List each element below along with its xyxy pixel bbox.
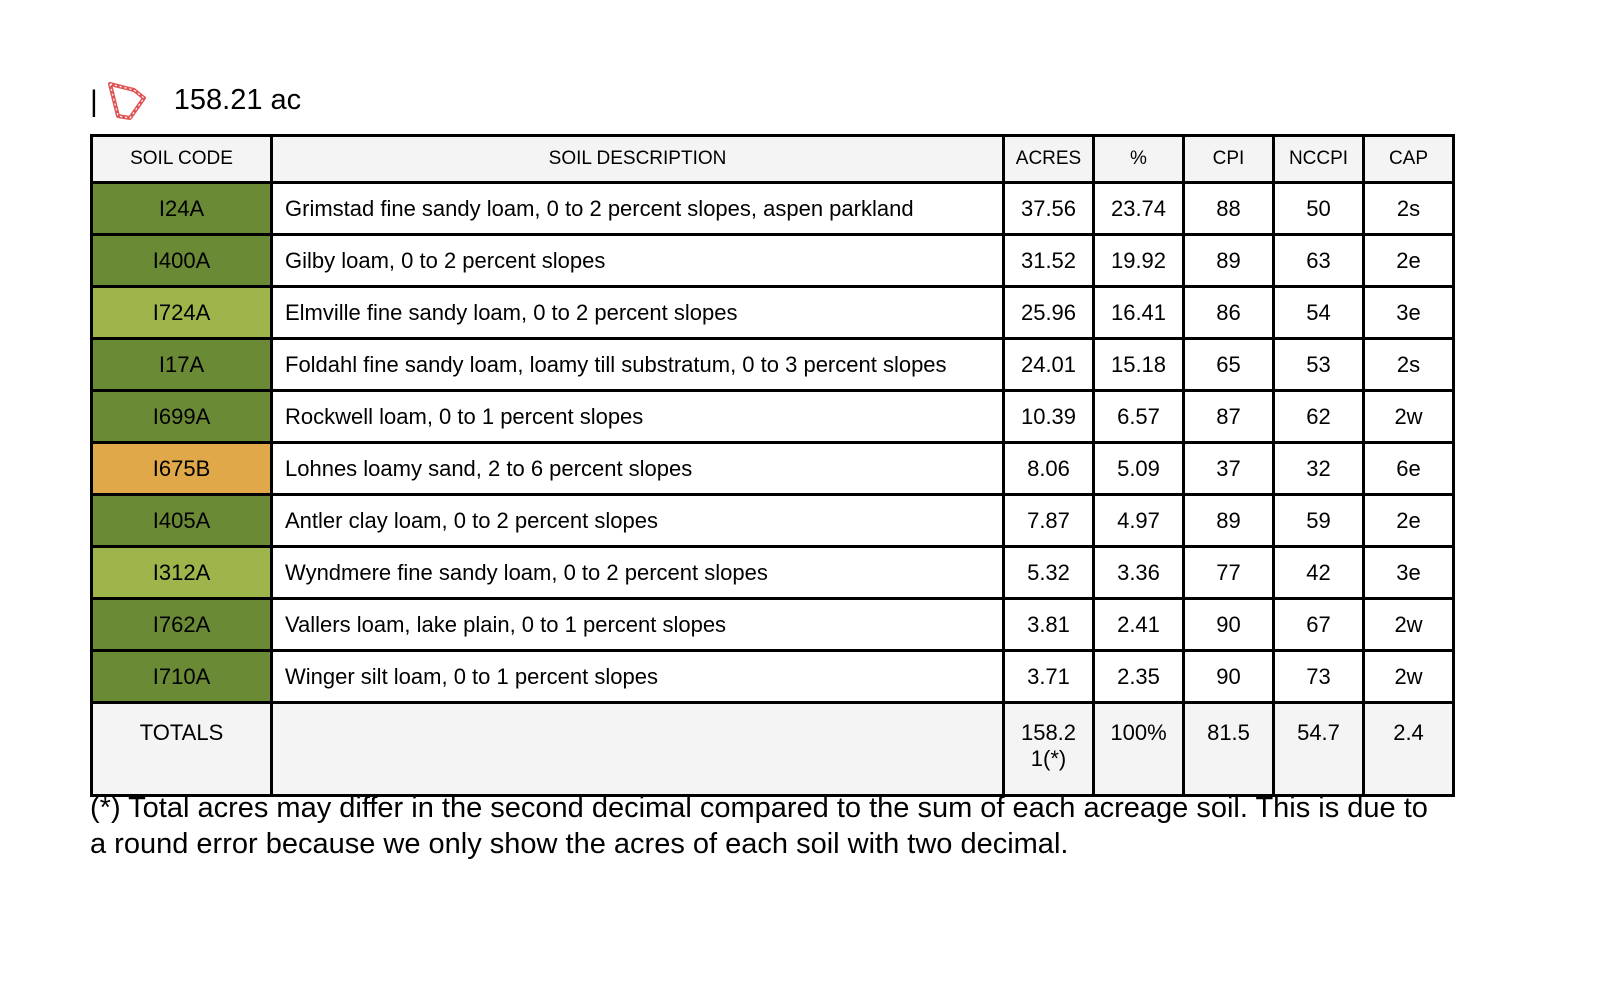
cap-cell: 6e	[1364, 443, 1454, 495]
header-acres: ACRES	[1004, 136, 1094, 183]
percent-cell: 23.74	[1094, 183, 1184, 235]
cpi-cell: 90	[1184, 651, 1274, 703]
table-row	[92, 183, 1454, 235]
soil-code-cell: I710A	[92, 651, 272, 703]
cpi-cell: 86	[1184, 287, 1274, 339]
nccpi-cell: 62	[1274, 391, 1364, 443]
cpi-cell: 89	[1184, 495, 1274, 547]
nccpi-cell: 73	[1274, 651, 1364, 703]
soil-description-cell: Vallers loam, lake plain, 0 to 1 percent slopes	[272, 599, 1004, 651]
acres-cell: 37.56	[1004, 183, 1094, 235]
acres-cell: 8.06	[1004, 443, 1094, 495]
field-header	[90, 78, 301, 122]
percent-cell: 5.09	[1094, 443, 1184, 495]
percent-cell: 19.92	[1094, 235, 1184, 287]
table-header-row	[92, 136, 1454, 183]
header-soil-code: SOIL CODE	[92, 136, 272, 183]
soil-code-cell: I675B	[92, 443, 272, 495]
table-row	[92, 495, 1454, 547]
soil-code-cell: I762A	[92, 599, 272, 651]
header-cpi: CPI	[1184, 136, 1274, 183]
total-area: 158.21 ac	[173, 83, 302, 116]
field-boundary-icon	[104, 78, 148, 122]
separator: |	[90, 85, 98, 118]
header-percent: %	[1094, 136, 1184, 183]
table-row	[92, 287, 1454, 339]
totals-acres: 158.21(*)	[1020, 720, 1077, 771]
acres-cell: 7.87	[1004, 495, 1094, 547]
cpi-cell: 88	[1184, 183, 1274, 235]
soil-code-cell: I400A	[92, 235, 272, 287]
header-soil-description: SOIL DESCRIPTION	[272, 136, 1004, 183]
nccpi-cell: 50	[1274, 183, 1364, 235]
acres-cell: 3.81	[1004, 599, 1094, 651]
percent-cell: 16.41	[1094, 287, 1184, 339]
acres-cell: 5.32	[1004, 547, 1094, 599]
acres-cell: 25.96	[1004, 287, 1094, 339]
cap-cell: 2w	[1364, 651, 1454, 703]
percent-cell: 2.35	[1094, 651, 1184, 703]
soil-description-cell: Rockwell loam, 0 to 1 percent slopes	[272, 391, 1004, 443]
nccpi-cell: 67	[1274, 599, 1364, 651]
soil-code-cell: I312A	[92, 547, 272, 599]
soil-description-cell: Wyndmere fine sandy loam, 0 to 2 percent slopes	[272, 547, 1004, 599]
nccpi-cell: 54	[1274, 287, 1364, 339]
soil-table	[90, 134, 1455, 797]
percent-cell: 4.97	[1094, 495, 1184, 547]
totals-cpi: 81.5	[1184, 703, 1274, 796]
cap-cell: 3e	[1364, 547, 1454, 599]
nccpi-cell: 32	[1274, 443, 1364, 495]
soil-code-cell: I24A	[92, 183, 272, 235]
cpi-cell: 87	[1184, 391, 1274, 443]
acres-cell: 10.39	[1004, 391, 1094, 443]
cpi-cell: 77	[1184, 547, 1274, 599]
acres-cell: 3.71	[1004, 651, 1094, 703]
cap-cell: 2s	[1364, 339, 1454, 391]
cap-cell: 2e	[1364, 495, 1454, 547]
table-row	[92, 547, 1454, 599]
cpi-cell: 37	[1184, 443, 1274, 495]
percent-cell: 6.57	[1094, 391, 1184, 443]
table-row	[92, 339, 1454, 391]
table-row	[92, 599, 1454, 651]
percent-cell: 3.36	[1094, 547, 1184, 599]
totals-percent: 100%	[1094, 703, 1184, 796]
totals-nccpi: 54.7	[1274, 703, 1364, 796]
header-nccpi: NCCPI	[1274, 136, 1364, 183]
soil-description-cell: Elmville fine sandy loam, 0 to 2 percent slopes	[272, 287, 1004, 339]
nccpi-cell: 42	[1274, 547, 1364, 599]
table-row	[92, 235, 1454, 287]
cpi-cell: 65	[1184, 339, 1274, 391]
soil-description-cell: Grimstad fine sandy loam, 0 to 2 percent slopes, aspen parkland	[272, 183, 1004, 235]
soil-description-cell: Winger silt loam, 0 to 1 percent slopes	[272, 651, 1004, 703]
cap-cell: 2e	[1364, 235, 1454, 287]
cap-cell: 2w	[1364, 599, 1454, 651]
cap-cell: 3e	[1364, 287, 1454, 339]
soil-code-cell: I405A	[92, 495, 272, 547]
soil-code-cell: I17A	[92, 339, 272, 391]
nccpi-cell: 53	[1274, 339, 1364, 391]
acres-cell: 24.01	[1004, 339, 1094, 391]
header-cap: CAP	[1364, 136, 1454, 183]
percent-cell: 2.41	[1094, 599, 1184, 651]
soil-code-cell: I699A	[92, 391, 272, 443]
soil-description-cell: Gilby loam, 0 to 2 percent slopes	[272, 235, 1004, 287]
cpi-cell: 89	[1184, 235, 1274, 287]
cap-cell: 2s	[1364, 183, 1454, 235]
totals-row	[92, 703, 1454, 796]
soil-description-cell: Foldahl fine sandy loam, loamy till substratum, 0 to 3 percent slopes	[272, 339, 1004, 391]
table-row	[92, 443, 1454, 495]
totals-cap: 2.4	[1364, 703, 1454, 796]
totals-description	[272, 703, 1004, 796]
nccpi-cell: 63	[1274, 235, 1364, 287]
totals-acres-cell	[1004, 703, 1094, 796]
cap-cell: 2w	[1364, 391, 1454, 443]
totals-label: TOTALS	[92, 703, 272, 796]
soil-code-cell: I724A	[92, 287, 272, 339]
nccpi-cell: 59	[1274, 495, 1364, 547]
soil-description-cell: Antler clay loam, 0 to 2 percent slopes	[272, 495, 1004, 547]
table-row	[92, 651, 1454, 703]
soil-description-cell: Lohnes loamy sand, 2 to 6 percent slopes	[272, 443, 1004, 495]
footnote: (*) Total acres may differ in the second decimal compared to the sum of each acreage soil. This is due to a round error because we only show the acres of each soil with two decimal.	[90, 792, 1428, 860]
cpi-cell: 90	[1184, 599, 1274, 651]
table-row	[92, 391, 1454, 443]
acres-cell: 31.52	[1004, 235, 1094, 287]
percent-cell: 15.18	[1094, 339, 1184, 391]
